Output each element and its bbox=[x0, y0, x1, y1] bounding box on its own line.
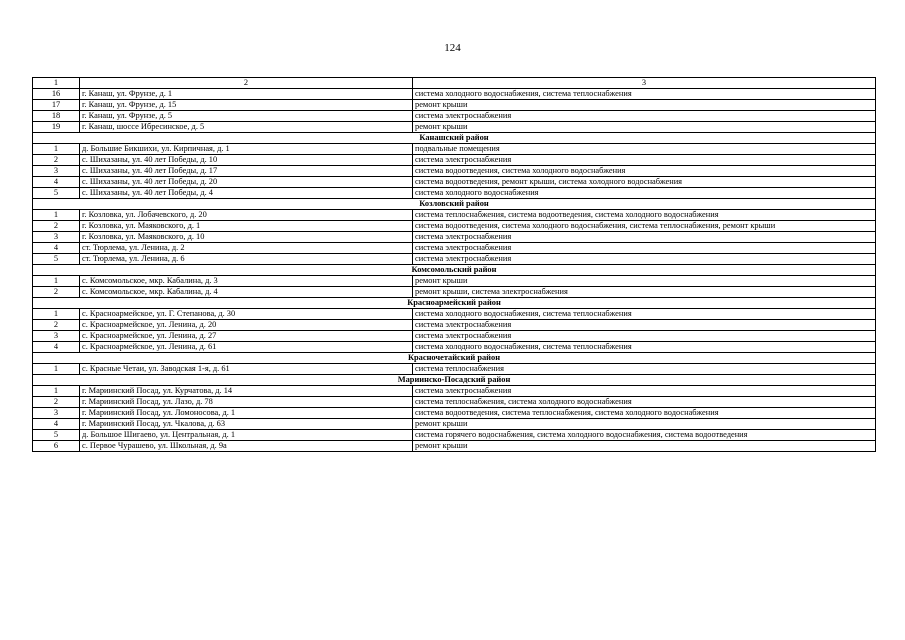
work-type-cell: система электроснабжения bbox=[413, 254, 876, 265]
work-type-cell: ремонт крыши bbox=[413, 276, 876, 287]
row-number: 2 bbox=[33, 320, 80, 331]
table-row bbox=[33, 342, 876, 353]
row-number: 1 bbox=[33, 210, 80, 221]
address-cell: ст. Тюрлема, ул. Ленина, д. 6 bbox=[80, 254, 413, 265]
table-row bbox=[33, 309, 876, 320]
row-number: 2 bbox=[33, 155, 80, 166]
header-row bbox=[33, 78, 876, 89]
district-heading-row bbox=[33, 265, 876, 276]
row-number: 19 bbox=[33, 122, 80, 133]
row-number: 2 bbox=[33, 287, 80, 298]
district-heading-row bbox=[33, 353, 876, 364]
row-number: 1 bbox=[33, 364, 80, 375]
row-number: 4 bbox=[33, 342, 80, 353]
row-number: 2 bbox=[33, 221, 80, 232]
row-number: 16 bbox=[33, 89, 80, 100]
address-cell: г. Мариинский Посад, ул. Курчатова, д. 14 bbox=[80, 386, 413, 397]
work-type-cell: система электроснабжения bbox=[413, 155, 876, 166]
district-heading: Козловский район bbox=[33, 199, 876, 210]
address-cell: г. Канаш, ул. Фрунзе, д. 15 bbox=[80, 100, 413, 111]
district-heading: Красноармейский район bbox=[33, 298, 876, 309]
work-type-cell: система электроснабжения bbox=[413, 232, 876, 243]
address-cell: г. Мариинский Посад, ул. Чкалова, д. 63 bbox=[80, 419, 413, 430]
work-type-cell: система холодного водоснабжения, система теплоснабжения bbox=[413, 89, 876, 100]
work-type-cell: подвальные помещения bbox=[413, 144, 876, 155]
address-cell: с. Шихазаны, ул. 40 лет Победы, д. 20 bbox=[80, 177, 413, 188]
table-row bbox=[33, 221, 876, 232]
table-row bbox=[33, 276, 876, 287]
address-cell: с. Шихазаны, ул. 40 лет Победы, д. 10 bbox=[80, 155, 413, 166]
address-cell: с. Красноармейское, ул. Ленина, д. 20 bbox=[80, 320, 413, 331]
work-type-cell: система электроснабжения bbox=[413, 320, 876, 331]
work-type-cell: ремонт крыши, система электроснабжения bbox=[413, 287, 876, 298]
address-cell: с. Шихазаны, ул. 40 лет Победы, д. 4 bbox=[80, 188, 413, 199]
header-cell-3: 3 bbox=[413, 78, 876, 89]
table-row bbox=[33, 430, 876, 441]
work-type-cell: ремонт крыши bbox=[413, 122, 876, 133]
work-type-cell: ремонт крыши bbox=[413, 100, 876, 111]
district-heading: Комсомольский район bbox=[33, 265, 876, 276]
district-heading-row bbox=[33, 199, 876, 210]
table-row bbox=[33, 364, 876, 375]
page-number: 124 bbox=[444, 42, 461, 54]
row-number: 3 bbox=[33, 232, 80, 243]
work-type-cell: ремонт крыши bbox=[413, 419, 876, 430]
table-row bbox=[33, 122, 876, 133]
address-cell: ст. Тюрлема, ул. Ленина, д. 2 bbox=[80, 243, 413, 254]
address-cell: г. Мариинский Посад, ул. Лазо, д. 78 bbox=[80, 397, 413, 408]
row-number: 3 bbox=[33, 408, 80, 419]
table-row bbox=[33, 243, 876, 254]
row-number: 6 bbox=[33, 441, 80, 452]
address-cell: с. Красноармейское, ул. Г. Степанова, д. 30 bbox=[80, 309, 413, 320]
table-row bbox=[33, 144, 876, 155]
district-heading: Канашский район bbox=[33, 133, 876, 144]
work-type-cell: система водоотведения, ремонт крыши, система холодного водоснабжения bbox=[413, 177, 876, 188]
district-heading: Красночетайский район bbox=[33, 353, 876, 364]
work-type-cell: система горячего водоснабжения, система холодного водоснабжения, система водоотведения bbox=[413, 430, 876, 441]
header-cell-2: 2 bbox=[80, 78, 413, 89]
table-row bbox=[33, 254, 876, 265]
district-heading: Мариинско-Посадский район bbox=[33, 375, 876, 386]
table-row bbox=[33, 320, 876, 331]
repair-table bbox=[32, 77, 876, 452]
address-cell: г. Канаш, шоссе Ибресинское, д. 5 bbox=[80, 122, 413, 133]
work-type-cell: система холодного водоснабжения bbox=[413, 188, 876, 199]
table-row bbox=[33, 397, 876, 408]
address-cell: г. Козловка, ул. Маяковского, д. 1 bbox=[80, 221, 413, 232]
work-type-cell: система электроснабжения bbox=[413, 243, 876, 254]
row-number: 1 bbox=[33, 309, 80, 320]
row-number: 4 bbox=[33, 243, 80, 254]
row-number: 3 bbox=[33, 166, 80, 177]
table-row bbox=[33, 100, 876, 111]
row-number: 1 bbox=[33, 144, 80, 155]
address-cell: г. Козловка, ул. Лобачевского, д. 20 bbox=[80, 210, 413, 221]
table-body bbox=[33, 78, 876, 452]
row-number: 4 bbox=[33, 177, 80, 188]
work-type-cell: система теплоснабжения, система холодного водоснабжения bbox=[413, 397, 876, 408]
row-number: 4 bbox=[33, 419, 80, 430]
table-row bbox=[33, 166, 876, 177]
header-cell-1: 1 bbox=[33, 78, 80, 89]
address-cell: с. Комсомольское, мкр. Кабалина, д. 3 bbox=[80, 276, 413, 287]
work-type-cell: система водоотведения, система холодного водоснабжения, система теплоснабжения, ремонт крыши bbox=[413, 221, 876, 232]
address-cell: с. Красноармейское, ул. Ленина, д. 27 bbox=[80, 331, 413, 342]
district-heading-row bbox=[33, 375, 876, 386]
work-type-cell: система холодного водоснабжения, система теплоснабжения bbox=[413, 342, 876, 353]
district-heading-row bbox=[33, 133, 876, 144]
work-type-cell: система холодного водоснабжения, система теплоснабжения bbox=[413, 309, 876, 320]
row-number: 3 bbox=[33, 331, 80, 342]
work-type-cell: система водоотведения, система холодного водоснабжения bbox=[413, 166, 876, 177]
address-cell: д. Большие Бикшихи, ул. Кирпичная, д. 1 bbox=[80, 144, 413, 155]
row-number: 18 bbox=[33, 111, 80, 122]
table-row bbox=[33, 386, 876, 397]
work-type-cell: система электроснабжения bbox=[413, 111, 876, 122]
row-number: 5 bbox=[33, 254, 80, 265]
table-row bbox=[33, 331, 876, 342]
address-cell: с. Красноармейское, ул. Ленина, д. 61 bbox=[80, 342, 413, 353]
district-heading-row bbox=[33, 298, 876, 309]
address-cell: д. Большое Шигаево, ул. Центральная, д. 1 bbox=[80, 430, 413, 441]
row-number: 5 bbox=[33, 430, 80, 441]
table-row bbox=[33, 441, 876, 452]
table-row bbox=[33, 155, 876, 166]
address-cell: с. Красные Четаи, ул. Заводская 1-я, д. 61 bbox=[80, 364, 413, 375]
address-cell: г. Канаш, ул. Фрунзе, д. 5 bbox=[80, 111, 413, 122]
row-number: 5 bbox=[33, 188, 80, 199]
address-cell: г. Канаш, ул. Фрунзе, д. 1 bbox=[80, 89, 413, 100]
row-number: 1 bbox=[33, 386, 80, 397]
work-type-cell: система электроснабжения bbox=[413, 331, 876, 342]
row-number: 2 bbox=[33, 397, 80, 408]
table-row bbox=[33, 210, 876, 221]
work-type-cell: система водоотведения, система теплоснабжения, система холодного водоснабжения bbox=[413, 408, 876, 419]
work-type-cell: система электроснабжения bbox=[413, 386, 876, 397]
address-cell: с. Комсомольское, мкр. Кабалина, д. 4 bbox=[80, 287, 413, 298]
work-type-cell: ремонт крыши bbox=[413, 441, 876, 452]
row-number: 17 bbox=[33, 100, 80, 111]
table-row bbox=[33, 419, 876, 430]
table-row bbox=[33, 408, 876, 419]
work-type-cell: система теплоснабжения bbox=[413, 364, 876, 375]
table-row bbox=[33, 177, 876, 188]
table-row bbox=[33, 111, 876, 122]
table-row bbox=[33, 89, 876, 100]
address-cell: г. Козловка, ул. Маяковского, д. 10 bbox=[80, 232, 413, 243]
row-number: 1 bbox=[33, 276, 80, 287]
address-cell: с. Шихазаны, ул. 40 лет Победы, д. 17 bbox=[80, 166, 413, 177]
address-cell: с. Первое Чурашево, ул. Школьная, д. 9а bbox=[80, 441, 413, 452]
work-type-cell: система теплоснабжения, система водоотведения, система холодного водоснабжения bbox=[413, 210, 876, 221]
address-cell: г. Мариинский Посад, ул. Ломоносова, д. 1 bbox=[80, 408, 413, 419]
table-row bbox=[33, 287, 876, 298]
table-row bbox=[33, 188, 876, 199]
table-row bbox=[33, 232, 876, 243]
